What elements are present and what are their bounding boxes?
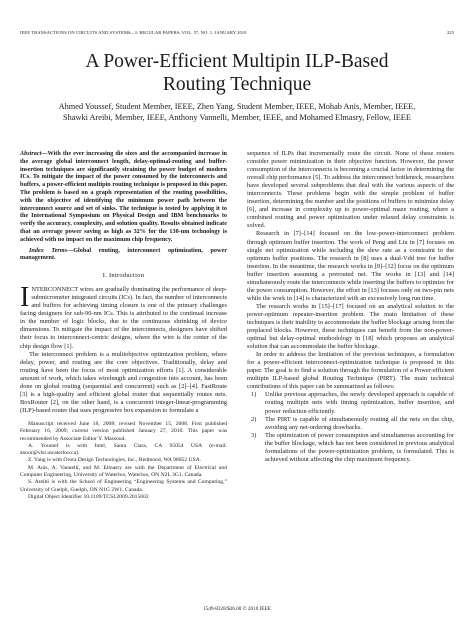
drop-cap: I xyxy=(20,282,30,314)
list-item-number: 2) xyxy=(251,415,257,423)
footnote-doi: Digital Object Identifier 10.1109/TCSI.2009.2015602 xyxy=(28,493,149,500)
list-item-text: The optimization of power consumption and simultaneous accounting for the buffer blockage, which has not been considered in previous analytical formulations of the power-optimization problem, is formulated. This is achieved without affecting the chip maximum frequency. xyxy=(265,431,454,463)
intro-paragraph-1-text: NTERCONNECT wires are gradually dominating the performance of deep-submicrometer integrated circuits (ICs). In fact, the number of interconnects and buffers for achieving timing closure is one of the primary challenges facing designers for sub-90-nm ICs. This is attributed to the continual increase in the number of logic blocks, due to the continuous shrinking of device dimensions. To mitigate the impact of the interconnects, designers have shifted their focus to interconnect-centric designs, where the wire is the center of the chip design flow [1]. xyxy=(20,286,227,350)
copyright-line: 1549-8328/$26.00 © 2010 IEEE xyxy=(203,606,271,612)
paper-title-line-2: Routing Technique xyxy=(162,74,312,95)
author-line-2: Shawki Areibi, Member, IEEE, Anthony Vannelli, Member, IEEE, and Mohamed Elmasry, Fellow, IEEE xyxy=(63,113,411,122)
author-line-1: Ahmed Youssef, Student Member, IEEE, Zhen Yang, Student Member, IEEE, Mohab Anis, Member, IEEE, xyxy=(58,102,416,111)
footnotes xyxy=(20,421,227,501)
list-item xyxy=(247,432,454,464)
footnote: Z. Yang is with Orora Design Technologies, Inc., Redmond, WA 98052 USA. xyxy=(28,457,202,464)
index-terms-text: Global routing, interconnect optimization, power management. xyxy=(20,246,227,262)
list-item xyxy=(247,391,454,415)
footnote: A. Youssef is with Intel, Santa Clara, CA 95054 USA (e-mail: anour@vlsi.uwaterloo.ca). xyxy=(20,442,227,457)
body-paragraph: In order to address the limitation of the previous techniques, a formulation for a power-efficient interconnect-optimization technique is proposed in this paper. The goal is to find a solution through the formulation of a Power-efficient multipin ILP-based global Routing Technique (PIRT). The main technical contributions of this paper can be summarized as follows: xyxy=(247,351,454,391)
running-head xyxy=(20,30,454,38)
footnote: S. Areibi is with the School of Engineering “Engineering Systems and Computing,” University of Guelph, Guelph, ON N1G 2W1, Canada. xyxy=(20,479,227,493)
body-paragraph: Research in [7]–[14] focused on the low-power-interconnect problem through optimum buffer insertion. The work of Peng and Liu in [7] focuses on single net optimization while including the slew rate as a constraint to the optimum buffer positions. The research in [8] uses a dual-Vdd tree for buffer insertion. In the meantime, the research works in [9]–[12] focus on the optimum buffer insertion assuming a prerouted net. The works in [13] and [14] simultaneously route the interconnects while inserting the buffers to optimize for the power consumption. However, the effort in [13] focuses only on two-pin nets while the work in [14] is characterized with an excessively long run time. xyxy=(247,230,454,302)
intro-paragraph-1 xyxy=(20,282,227,350)
journal-running-title: IEEE TRANSACTIONS ON CIRCUITS AND SYSTEMS—I: REGULAR PAPERS, VOL. 57, NO. 1, JANUARY 2010 xyxy=(20,30,247,35)
body-paragraph: The research works in [15]–[17] focused on an analytical solution to the power-optimum repeater-insertion problem. The main limitation of these techniques is their inability to accommodate the buffer blockage arising from the preplaced blocks. However, these techniques can benefit from the non-power-optimal but delay-optimal methodology in [18] which proposes an analytical solution that can accommodate the buffer blockage. xyxy=(247,302,454,351)
list-item-number: 3) xyxy=(251,431,257,439)
footnote: M. Anis, A. Vannelli, and M. Elmasry are with the Department of Electrical and Computer Engineering, University of Waterloo, Waterloo, ON N2L 3G1, Canada. xyxy=(20,464,227,479)
abstract-label: Abstract— xyxy=(20,150,48,157)
contributions-list xyxy=(247,391,454,463)
section-heading-introduction: I. Introduction xyxy=(102,272,145,280)
left-column xyxy=(20,150,227,501)
list-item-text: Unlike previous approaches, the newly developed approach is capable of routing multipin nets with timing optimization, buffer insertion, and power reduction efficiently. xyxy=(265,391,454,415)
paper-title-line-1: A Power-Efficient Multipin ILP-Based xyxy=(85,51,389,72)
body-paragraph: sequence of ILPs that incrementally route the circuit. None of these routers consider power minimization in their objective function. However, the power consumption of the interconnects is becoming a crucial factor in determining the overall chip performance [5]. To address the interconnect bottleneck, researchers have developed several subproblems that deal with the various aspects of the interconnects. These problems begin with the simple problem of buffer insertion, determining the number and the positions of buffers to minimize delay [6], and increase in complexity up to power-optimal maze routing, where a combined routing and power optimization under relaxed delay constraints is solved. xyxy=(247,150,454,230)
list-item-number: 1) xyxy=(251,391,257,399)
right-column xyxy=(247,150,454,464)
page-number: 225 xyxy=(446,30,454,35)
author-list xyxy=(30,101,444,123)
abstract-text: With the ever increasing die sizes and the accompanied increase in the average global interconnect length, delay-optimal-routing and buffer-insertion techniques are significantly straining the power budget of modern ICs. To mitigate the impact of the power consumed by the interconnects and buffers, a power-efficient multipin routing technique is proposed in this paper. The problem is based on a graph representation of the routing possibilities, with the objective of identifying the minimum power path between the interconnect source and set of sinks. The technique is tested by applying it to the International Symposium on Physical Design and IBM benchmarks to verify the accuracy, complexity, and solution quality. Results obtained indicate that an average power saving as high as 32% for the 130-nm technology is achieved with no impact on the maximum chip frequency. xyxy=(20,150,227,243)
index-terms-label: Index Terms— xyxy=(29,246,74,254)
abstract xyxy=(20,150,227,244)
index-terms xyxy=(20,247,227,263)
paper-title xyxy=(0,50,474,96)
list-item-text: The PIRT is capable of simultaneously routing all the nets on the chip, avoiding any net-ordering drawbacks. xyxy=(265,415,454,431)
intro-paragraph-2: The interconnect problem is a multiobjective optimization problem, where delay, power, and routing are the core objectives. Traditionally, delay and routing have been the focus of most optimization efforts [1]. A considerable amount of work, which takes wirelength and congestion into account, has been done on global routing (sequential and concurrent) such as [2]–[4]. FastRoute [3] is a high-quality and efficient global router that sequentially routes nets. BoxRouter [2], on the other hand, is a concurrent integer-linear-programming (ILP)-based router that uses progressive box expansion to formulate a xyxy=(20,350,227,414)
list-item xyxy=(247,416,454,432)
footnote: Manuscript received June 18, 2008; revised November 15, 2008. First published February 16, 2009; current version published January 27, 2010. This paper was recommended by Associate Editor Y. Massoud. xyxy=(20,420,227,442)
